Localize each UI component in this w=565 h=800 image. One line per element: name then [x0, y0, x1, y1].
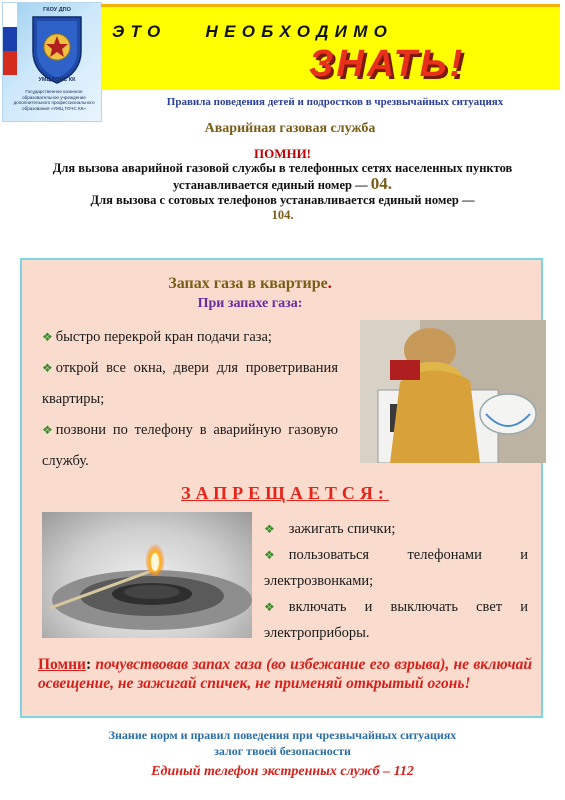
number-104: 104. — [271, 208, 294, 222]
organization-logo — [2, 2, 102, 122]
remember-label: ПОМНИ! — [253, 146, 312, 161]
warning-body: почувствовав запах газа (во избежание его взрыва), не включай освещение, не зажигай спичек, не применяй открытый огонь! — [38, 656, 533, 692]
list-item: ❖ быстро перекрой кран подачи газа; — [42, 322, 338, 353]
number-04: 04. — [370, 174, 392, 193]
logo-org-text: Государственное казенное образовательное учреждение дополнительного профессионального образования «УМЦ ГОЧС КК» — [13, 89, 95, 111]
page-subtitle: Правила поведения детей и подростков в чрезвычайных ситуациях — [166, 96, 504, 108]
banner-line2: ЗНАТЬ! — [309, 43, 466, 85]
footer-motto — [20, 727, 545, 759]
emergency-info — [20, 146, 545, 223]
list-item: ❖ пользоваться телефонами и электрозвонками; — [264, 542, 528, 594]
footer-line1: Знание норм и правил поведения при чрезвычайных ситуациях — [108, 728, 457, 742]
warning-text: Помни: почувствовав запах газа (во избежание его взрыва), не включай освещение, не зажигай спичек, не применяй открытый огонь! — [38, 656, 533, 692]
list-item: ❖ открой все окна, двери для проветривания квартиры; — [42, 353, 338, 415]
list-item: ❖ зажигать спички; — [264, 516, 528, 542]
diamond-bullet-icon: ❖ — [264, 548, 275, 562]
russian-flag-icon — [3, 3, 17, 75]
smell-title: Запах газа в квартире. — [168, 275, 332, 292]
footer-line2: залог твоей безопасности — [214, 744, 351, 758]
title-banner — [101, 4, 560, 90]
diamond-bullet-icon: ❖ — [42, 361, 53, 375]
emergency-phone: Единый телефон экстренных служб – 112 — [151, 764, 414, 779]
smell-subtitle: При запахе газа: — [197, 296, 303, 311]
diamond-bullet-icon: ❖ — [264, 600, 275, 614]
info-line2: Для вызова с сотовых телефонов устанавливается единый номер — — [90, 193, 475, 207]
section-title: Аварийная газовая служба — [204, 121, 376, 136]
logo-sublabel: УМЦ ГОЧС КК — [38, 77, 76, 83]
warning-lead: Помни — [38, 656, 86, 673]
list-item: ❖ включать и выключать свет и электроприборы. — [264, 594, 528, 646]
smell-actions-list — [42, 322, 338, 477]
burner-match-photo — [42, 512, 252, 638]
list-item: ❖ позвони по телефону в аварийную газовую службу. — [42, 415, 338, 477]
diamond-bullet-icon: ❖ — [264, 522, 275, 536]
emblem-icon — [25, 7, 89, 85]
info-line1: Для вызова аварийной газовой службы в телефонных сетях населенных пунктов устанавливается единый номер — 04. — [52, 161, 513, 193]
logo-label: ГКОУ ДПО — [43, 7, 71, 13]
diamond-bullet-icon: ❖ — [42, 423, 53, 437]
forbidden-list — [264, 516, 528, 646]
gas-stove-photo — [360, 320, 546, 463]
diamond-bullet-icon: ❖ — [42, 330, 53, 344]
forbidden-title: ЗАПРЕЩАЕТСЯ: — [181, 483, 389, 503]
banner-line1: ЭТО НЕОБХОДИМО — [112, 22, 394, 41]
